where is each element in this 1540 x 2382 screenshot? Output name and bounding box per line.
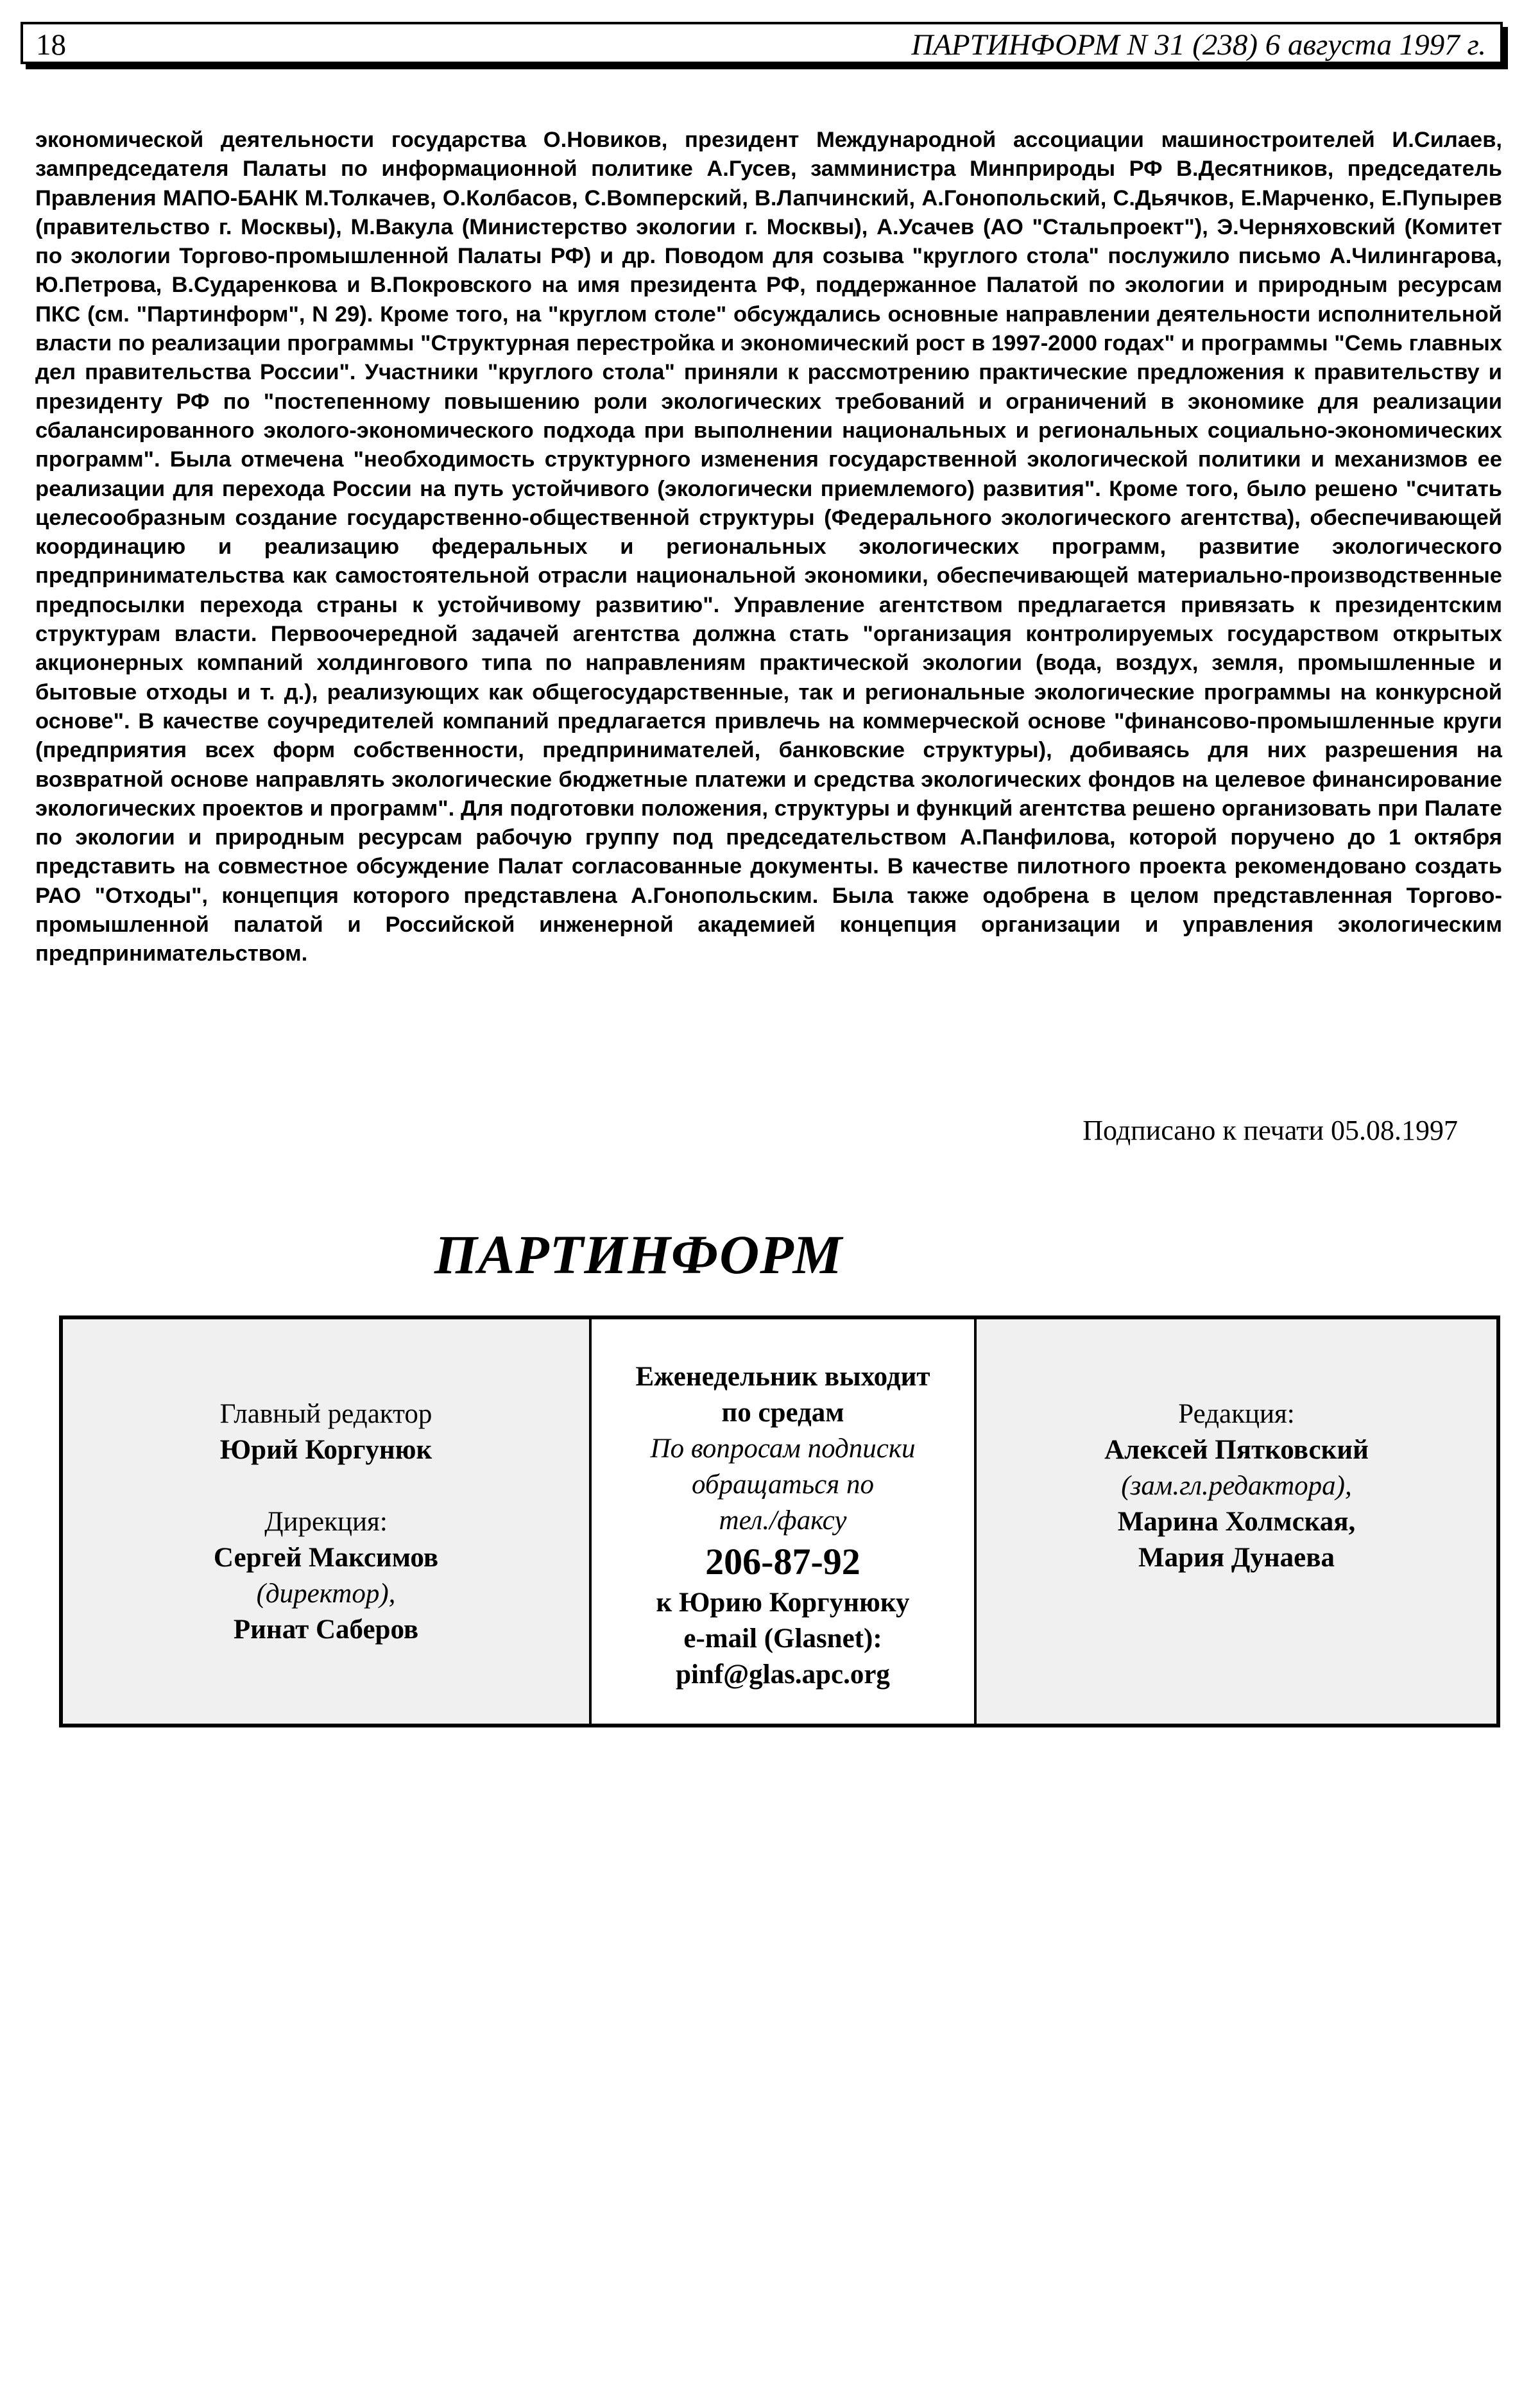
director-role: (директор), [256, 1579, 396, 1609]
page-header [21, 22, 1503, 64]
subscription-line-1: По вопросам подписки [650, 1434, 916, 1464]
page-number: 18 [36, 28, 66, 62]
second-director-name: Ринат Саберов [233, 1615, 419, 1645]
editor-name: Юрий Коргунюк [219, 1435, 432, 1465]
imprint-right-column [977, 1319, 1496, 1724]
signed-line: Подписано к печати 05.08.1997 [1082, 1115, 1458, 1146]
contact-person: к Юрию Коргунюку [656, 1588, 910, 1618]
weekly-line-1: Еженедельник выходит [635, 1362, 930, 1392]
imprint-box [59, 1315, 1500, 1727]
masthead-title [0, 1222, 1540, 1287]
deputy-editor-role: (зам.гл.редактора), [1121, 1471, 1352, 1501]
editorial-label: Редакция: [1178, 1399, 1295, 1429]
phone-number: 206-87-92 [705, 1541, 860, 1582]
imprint-middle-column [589, 1319, 977, 1724]
director-name: Сергей Максимов [213, 1543, 439, 1573]
email-address: pinf@glas.apc.org [676, 1659, 890, 1690]
issue-line: ПАРТИНФОРМ N 31 (238) 6 августа 1997 г. [911, 28, 1486, 62]
email-label: e-mail (Glasnet): [683, 1624, 882, 1654]
deputy-editor-name: Алексей Пятковский [1104, 1435, 1369, 1465]
staff-name-1: Марина Холмская, [1117, 1507, 1356, 1537]
subscription-line-3: тел./факсу [719, 1505, 847, 1536]
staff-name-2: Мария Дунаева [1138, 1543, 1335, 1573]
imprint-left-column [63, 1319, 589, 1724]
weekly-line-2: по средам [721, 1398, 844, 1428]
masthead-title-text: ПАРТИНФОРМ [434, 1224, 843, 1285]
article-text: экономической деятельности государства О.Новиков, президент Международной ассоциации машиностроителей И.Силаев, зампредседателя Палаты по информационной политике А.Гусев, замминистра Минприроды РФ В.Десятников, председатель Правления МАПО-БАНК М.Толкачев, О.Колбасов, С.Вомперский, В.Лапчинский, А.Гонопольский, С.Дьячков, Е.Марченко, Е.Пупырев (правительство г. Москвы), М.Вакула (Министерство экологии г. Москвы), А.Усачев (АО "Стальпроект"), Э.Черняховский (Комитет по экологии Торгово-промышленной Палаты РФ) и др. Поводом для созыва "круглого стола" послужило письмо А.Чилингарова, Ю.Петрова, В.Сударенкова и В.Покровского на имя президента РФ, поддержанное Палатой по экологии и природным ресурсам ПКС (см. "Партинформ", N 29). Кроме того, на "круглом столе" обсуждались основные направлении деятельности исполнительной власти по реализации программы "Структурная перестройка и экономический рост в 1997-2000 годах" и программы "Семь главных дел правительства России". Участники "круглого стола" приняли к рассмотрению практические предложения к правительству и президенту РФ по "постепенному повышению роли экологических требований и ограничений в экономике для реализации сбалансированного эколого-экономического подхода при выполнении национальных и региональных социально-экономических программ". Была отмечена "необходимость структурного изменения государственной экологической политики и механизмов ее реализации для перехода России на путь устойчивого (экологически приемлемого) развития". Кроме того, было решено "считать целесообразным создание государственно-общественной структуры (Федерального экологического агентства), обеспечивающей координацию и реализацию федеральных и региональных экологических программ, развитие экологического предпринимательства как самостоятельной отрасли национальной экономики, обеспечивающей материально-производственные предпосылки перехода страны к устойчивому развитию". Управление агентством предлагается привязать к президентским структурам власти. Первоочередной задачей агентства должна стать "организация контролируемых государством открытых акционерных компаний холдингового типа по направлениям практической экологии (вода, воздух, земля, промышленные и бытовые отходы и т. д.), реализующих как общегосударственные, так и региональные экологические программы на конкурсной основе". В качестве соучредителей компаний предлагается привлечь на коммерческой основе "финансово-промышленные круги (предприятия всех форм собственности, предпринимателей, банковские структуры), добиваясь для них разрешения на возвратной основе направлять экологические бюджетные платежи и средства экологических фондов на целевое финансирование экологических проектов и программ". Для подготовки положения, структуры и функций агентства решено организовать при Палате по экологии и природным ресурсам рабочую группу под председательством А.Панфилова, которой поручено до 1 октября представить на совместное обсуждение Палат согласованные документы. В качестве пилотного проекта рекомендовано создать РАО "Отходы", концепция которого представлена А.Гонопольским. Была также одобрена в целом представленная Торгово-промышленной палатой и Российской инженерной академией концепция организации и управления экологическим предпринимательством. [35, 128, 1502, 966]
directorate-label: Дирекция: [264, 1507, 388, 1537]
editor-role: Главный редактор [219, 1399, 432, 1429]
subscription-line-2: обращаться по [691, 1469, 875, 1500]
spacer [63, 1468, 589, 1504]
